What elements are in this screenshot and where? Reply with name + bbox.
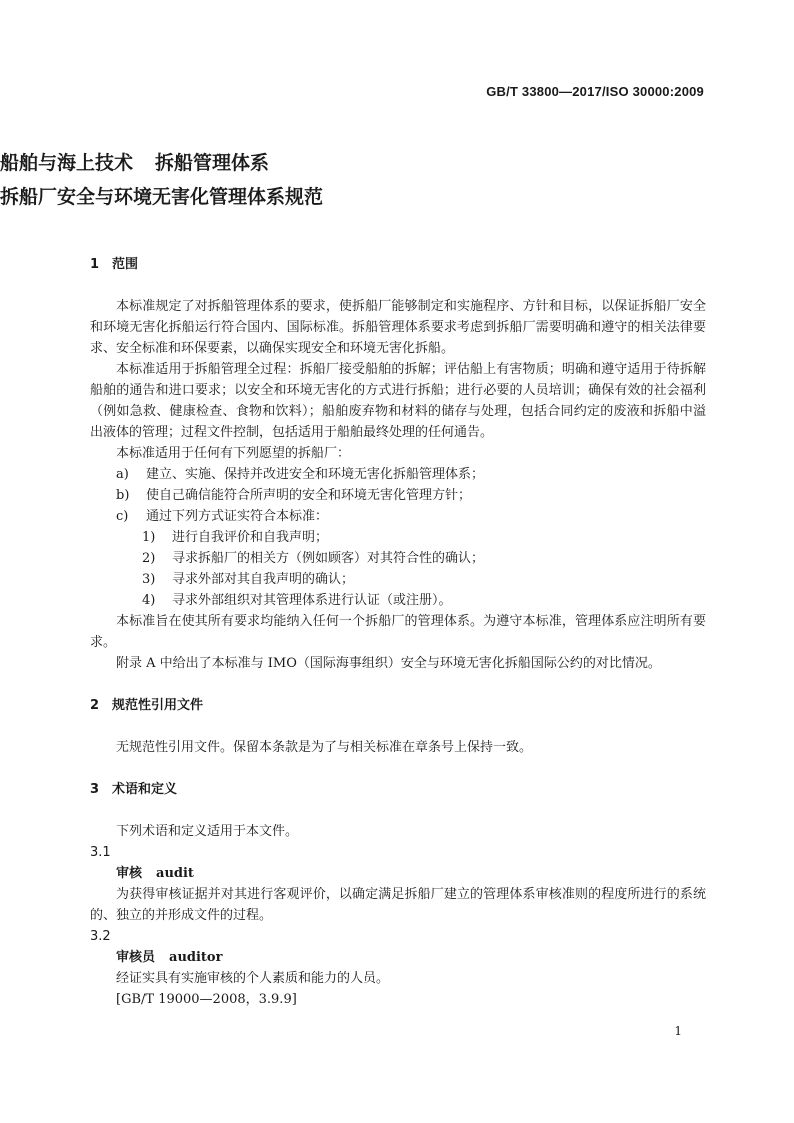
title-line-1-part-2: 拆船管理体系 xyxy=(155,152,270,174)
sublist-text: 寻求拆船厂的相关方（例如顾客）对其符合性的确认； xyxy=(172,551,485,566)
section-3-paragraph-1: 下列术语和定义适用于本文件。 xyxy=(116,824,299,839)
list-item-c xyxy=(90,506,706,527)
list-text: 建立、实施、保持并改进安全和环境无害化拆船管理体系； xyxy=(146,467,485,482)
section-2-title: 规范性引用文件 xyxy=(112,698,204,713)
term-zh: 审核员 xyxy=(116,950,156,965)
sublist-label: 3) xyxy=(142,572,156,587)
section-2-heading xyxy=(90,695,706,716)
term-3-2-definition: 经证实具有实施审核的个人素质和能力的人员。 xyxy=(116,971,390,986)
list-item-b xyxy=(90,485,706,506)
sublist-item-4 xyxy=(90,590,706,611)
title-line-1-part-1: 船舶与海上技术 xyxy=(0,152,134,174)
section-1-paragraph-2: 本标准适用于拆船管理全过程：拆船厂接受船舶的拆解；评估船上有害物质；明确和遵守适用于待拆解船舶的通告和进口要求；以安全和环境无害化的方式进行拆船；进行必要的人员培训；确保有效的社会福利（例如急救、健康检查、食物和饮料）；船舶废弃物和材料的储存与处理，包括合同约定的废液和拆船中溢出液体的管理；过程文件控制，包括适用于船舶最终处理的任何通告。 xyxy=(90,362,706,440)
section-3-heading xyxy=(90,779,706,800)
section-1-paragraph-4: 本标准旨在使其所有要求均能纳入任何一个拆船厂的管理体系。为遵守本标准，管理体系应注明所有要求。 xyxy=(90,614,706,650)
document-code: GB/T 33800—2017/ISO 30000:2009 xyxy=(486,84,704,99)
sublist-label: 4) xyxy=(142,593,156,608)
term-3-1-definition: 为获得审核证据并对其进行客观评价，以确定满足拆船厂建立的管理体系审核准则的程度所进行的系统的、独立的并形成文件的过程。 xyxy=(90,887,706,923)
section-1-paragraph-1: 本标准规定了对拆船管理体系的要求，使拆船厂能够制定和实施程序、方针和目标，以保证拆船厂安全和环境无害化拆船运行符合国内、国际标准。拆船管理体系要求考虑到拆船厂需要明确和遵守的相关法律要求、安全标准和环保要素，以确保实现安全和环境无害化拆船。 xyxy=(90,299,706,356)
term-3-1-number: 3.1 xyxy=(90,845,111,860)
sublist-text: 进行自我评价和自我声明； xyxy=(172,530,329,545)
term-3-2-number: 3.2 xyxy=(90,929,111,944)
list-label: c) xyxy=(116,509,129,524)
sublist-text: 寻求外部组织对其管理体系进行认证（或注册）。 xyxy=(172,593,452,608)
section-1-paragraph-5: 附录 A 中给出了本标准与 IMO（国际海事组织）安全与环境无害化拆船国际公约的对比情况。 xyxy=(116,656,661,671)
term-3-2-heading xyxy=(90,947,706,968)
section-2-paragraph-1: 无规范性引用文件。保留本条款是为了与相关标准在章条号上保持一致。 xyxy=(116,740,533,755)
list-item-a xyxy=(90,464,706,485)
sublist-item-2 xyxy=(90,548,706,569)
list-text: 使自己确信能符合所声明的安全和环境无害化管理方针； xyxy=(146,488,472,503)
sublist-label: 1) xyxy=(142,530,156,545)
term-en: auditor xyxy=(169,950,223,965)
title-line-2: 拆船厂安全与环境无害化管理体系规范 xyxy=(0,186,324,208)
title-line-1 xyxy=(0,146,794,180)
section-1-title: 范围 xyxy=(112,257,139,272)
section-2-number: 2 xyxy=(90,698,100,713)
section-3-number: 3 xyxy=(90,782,100,797)
list-label: a) xyxy=(116,467,129,482)
page-number: 1 xyxy=(674,1024,682,1038)
list-text: 通过下列方式证实符合本标准： xyxy=(146,509,329,524)
term-3-1-heading xyxy=(90,863,706,884)
term-3-2-source: [GB/T 19000—2008，3.9.9] xyxy=(116,992,297,1007)
section-3-title: 术语和定义 xyxy=(112,782,178,797)
sublist-label: 2) xyxy=(142,551,156,566)
list-label: b) xyxy=(116,488,130,503)
term-en: audit xyxy=(156,866,194,881)
section-1-paragraph-3: 本标准适用于任何有下列愿望的拆船厂： xyxy=(116,446,351,461)
sublist-text: 寻求外部对其自我声明的确认； xyxy=(172,572,355,587)
document-title xyxy=(0,146,794,214)
document-body xyxy=(90,254,706,1010)
section-1-number: 1 xyxy=(90,257,100,272)
section-1-heading xyxy=(90,254,706,275)
sublist-item-3 xyxy=(90,569,706,590)
sublist-item-1 xyxy=(90,527,706,548)
term-zh: 审核 xyxy=(116,866,143,881)
